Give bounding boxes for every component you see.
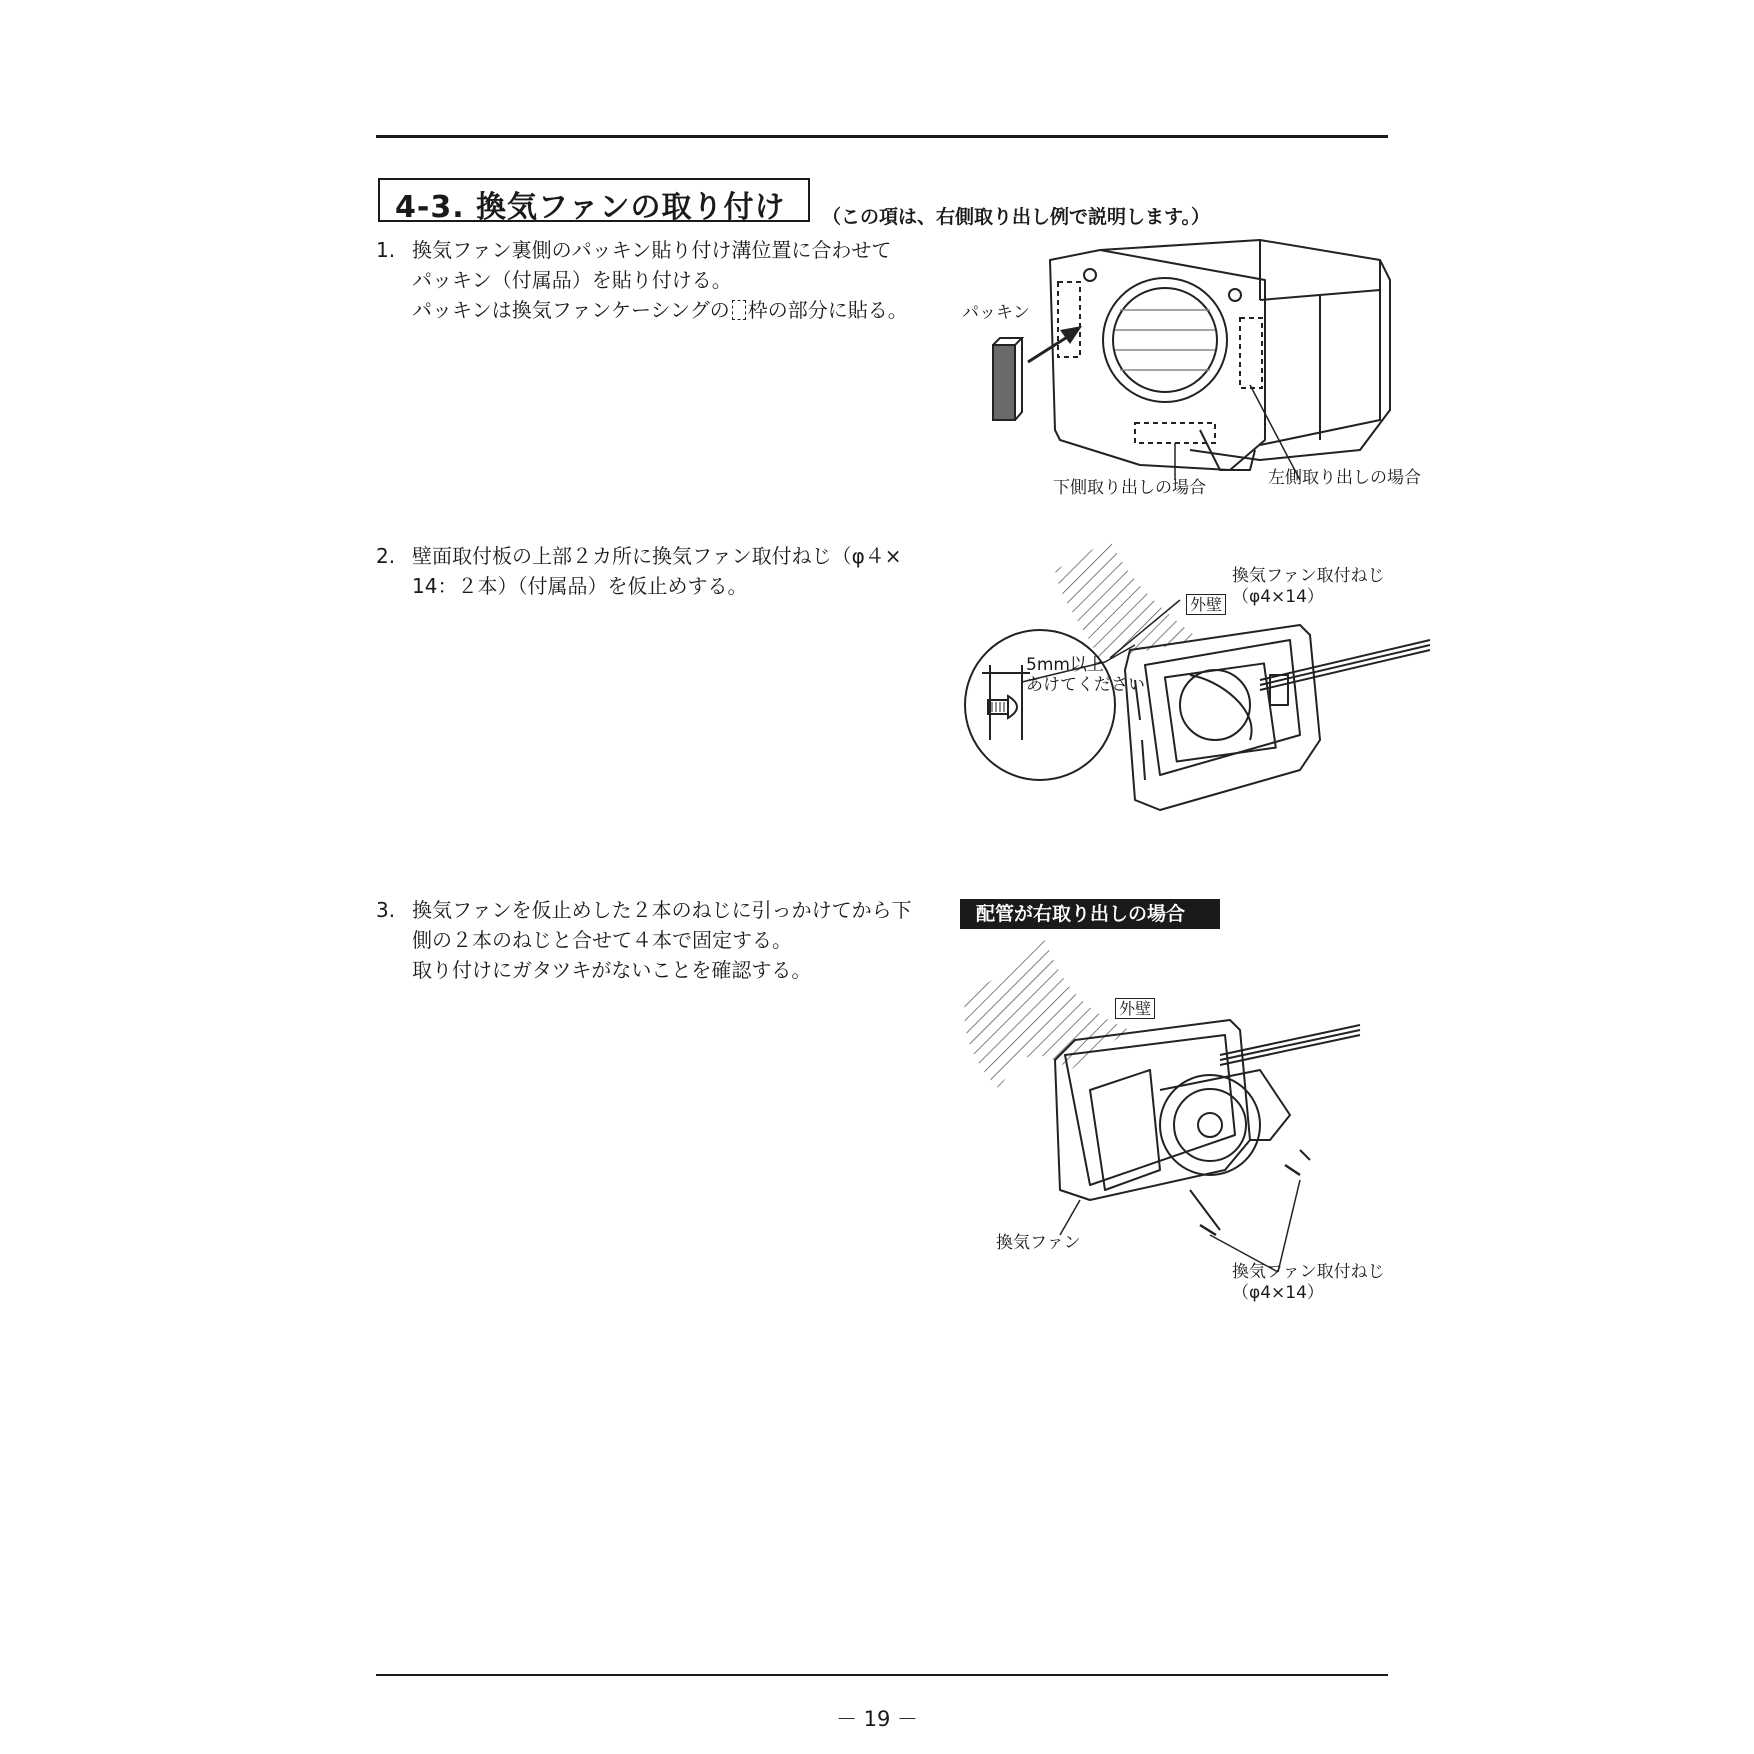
label-screw-3: 換気ファン取付ねじ (1232, 1262, 1385, 1282)
outer-wall-tag: 外壁 (1186, 594, 1226, 615)
step-line-part: 枠の部分に貼る。 (747, 298, 908, 322)
step-line: 壁面取付板の上部２カ所に換気ファン取付ねじ（φ４× (412, 544, 902, 568)
label-gap-1: 5mm以上 (1026, 655, 1104, 675)
step-line: 換気ファン裏側のパッキン貼り付け溝位置に合わせて (412, 238, 892, 262)
top-rule (376, 135, 1388, 138)
label-screw-spec-3: （φ4×14） (1232, 1283, 1324, 1303)
label-outer-wall (1186, 594, 1226, 616)
figure-fan-mount-illustration (960, 940, 1380, 1270)
step-number: 2. (376, 544, 396, 568)
label-packing: パッキン (962, 303, 1030, 323)
page-number: － 19 － (835, 1707, 919, 1731)
step-3 (376, 895, 912, 985)
label-fan: 換気ファン (996, 1233, 1081, 1253)
label-screw: 換気ファン取付ねじ (1232, 566, 1385, 586)
dashed-frame-icon (732, 300, 746, 320)
label-bottom-case: 下側取り出しの場合 (1053, 478, 1206, 498)
outer-wall-tag: 外壁 (1115, 998, 1155, 1019)
bottom-rule (376, 1674, 1388, 1676)
step-line-part: パッキンは換気ファンケーシングの (412, 298, 730, 322)
figure-packing-illustration (960, 240, 1400, 500)
label-gap-2: あけてください (1026, 675, 1145, 695)
step-1 (376, 235, 908, 325)
step-line: 14：２本）（付属品）を仮止めする。 (412, 574, 748, 598)
section-title: 4-3. 換気ファンの取り付け (395, 190, 786, 225)
step-number: 3. (376, 898, 396, 922)
label-outer-wall-3 (1115, 998, 1155, 1020)
right-outlet-badge: 配管が右取り出しの場合 (960, 899, 1220, 929)
step-line: 側の２本のねじと合せて４本で固定する。 (412, 928, 792, 952)
step-line: 取り付けにガタツキがないことを確認する。 (412, 958, 812, 982)
step-line (376, 295, 908, 325)
label-screw-spec: （φ4×14） (1232, 587, 1324, 607)
label-left-case: 左側取り出しの場合 (1268, 468, 1421, 488)
step-2 (376, 541, 902, 601)
step-line: パッキン（付属品）を貼り付ける。 (412, 268, 732, 292)
section-note: （この項は、右側取り出し例で説明します。） (822, 206, 1210, 228)
step-line: 換気ファンを仮止めした２本のねじに引っかけてから下 (412, 898, 912, 922)
step-number: 1. (376, 238, 396, 262)
